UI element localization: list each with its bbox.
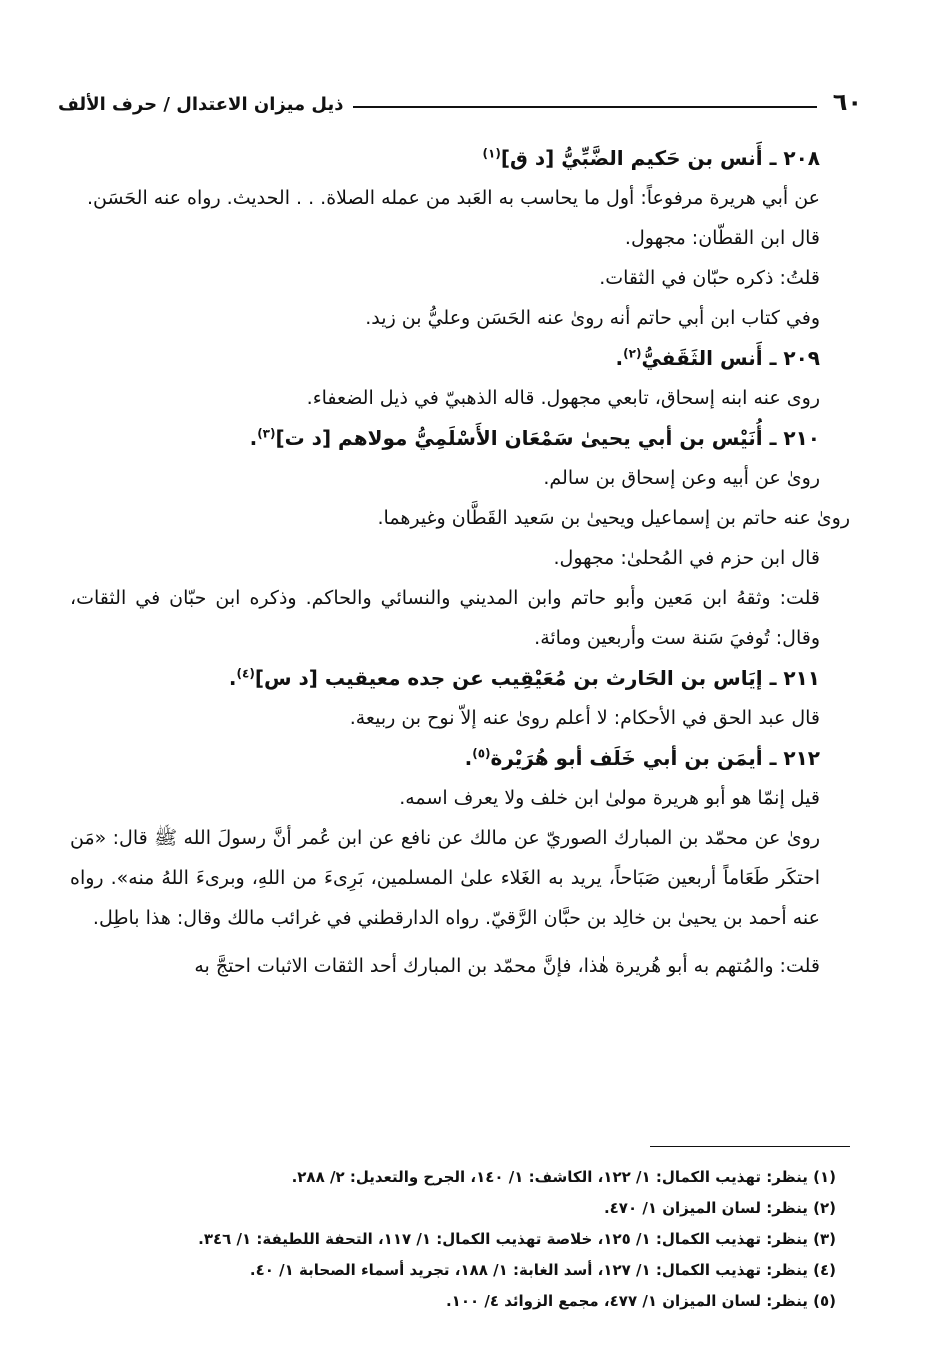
paragraph: قلت: والمُتهم به أبو هُريرة هٰذا، فإنَّ محمّد بن المبارك أحد الثقات الاثبات احتجَّ به [194,955,820,977]
entry-period: . [615,346,624,370]
page-number: ٦٠ [832,88,862,116]
entry-name: أَنس الثَقَفيُّ [641,346,763,370]
entry-period: . [228,666,237,690]
entry-heading [70,418,850,458]
entry-number: ٢٠٨ ـ [769,146,820,170]
paragraph: قال ابن القطّان: مجهول. [624,227,820,249]
paragraph: قيل إنمّا هو أبو هريرة مولىٰ ابن خلف ولا يعرف اسمه. [399,787,820,809]
entry-heading [70,738,850,778]
footnote-ref: (٤) [236,666,255,681]
footnote-ref: (٢) [623,346,642,361]
paragraph: روىٰ عن محمّد بن المبارك الصوريّ عن مالك عن نافع عن ابن عُمر أنَّ رسولَ الله ﷺ قال: «مَن احتكَر طَعَاماً أربعين صَبَاحاً، يريد به الغَلاء علىٰ المسلمين، بَرِىءَ من اللهِ، وبرىءَ اللهُ منه». رواه عنه أحمد بن يحيىٰ بن خالِد بن حبَّان الرَّقيّ. رواه الدارقطني في غرائب مالك وقال: هذا باطِل. [70,827,820,929]
paragraph: قال عبد الحق في الأحكام: لا أعلم روىٰ عنه إلاّ نوح بن ربيعة. [349,707,820,729]
footnote-ref: (١) [482,146,501,161]
paragraph: عن أبي هريرة مرفوعاً: أول ما يحاسب به العَبد من عمله الصلاة. . . الحديث. رواه عنه الحَسَن. [86,187,820,209]
footnote-item: (١) ينظر: تهذيب الكمال: ١/ ١٢٢، الكاشف: ١/ ١٤٠، الجرح والتعديل: ٢/ ٢٨٨. [291,1168,836,1186]
footnote-rule [650,1146,850,1147]
footnote-ref: (٣) [257,426,276,441]
paragraph: وفي كتاب ابن أبي حاتم أنه روىٰ عنه الحَسَن وعليُّ بن زيد. [365,307,820,329]
running-title: ذيل ميزان الاعتدال / حرف الألف [58,94,344,115]
entry-name: أُنَيْس بن أبي يحيىٰ سَمْعَان الأَسْلَمِيُّ مولاهم [د ت] [275,426,763,450]
footnote-ref: (٥) [472,746,491,761]
paragraph: روىٰ عن أبيه وعن إسحاق بن سالم. [543,467,820,489]
entry-number: ٢١٠ ـ [769,426,820,450]
paragraph: قال ابن حزم في المُحلىٰ: مجهول. [553,547,820,569]
entry-period: . [464,746,473,770]
paragraph: روى عنه ابنه إسحاق، تابعي مجهول. قاله الذهبيّ في ذيل الضعفاء. [306,387,820,409]
entry-period: . [249,426,258,450]
footnote-item: (٤) ينظر: تهذيب الكمال: ١/ ١٢٧، أسد الغابة: ١/ ١٨٨، تجريد أسماء الصحابة ١/ ٤٠. [249,1261,836,1279]
entry-number: ٢١٢ ـ [769,746,820,770]
spacer [70,938,850,946]
footnote-item: (٥) ينظر: لسان الميزان ١/ ٤٧٧، مجمع الزوائد ٤/ ١٠٠. [445,1292,836,1310]
entry-number: ٢٠٩ ـ [769,346,820,370]
entry-heading [70,138,850,178]
footnote-item: (٣) ينظر: تهذيب الكمال: ١/ ١٢٥، خلاصة تهذيب الكمال: ١/ ١١٧، التحفة اللطيفة: ١/ ٣٤٦. [198,1230,836,1248]
running-header [58,78,862,114]
header-rule [353,106,816,108]
paragraph: قلت: وثقهُ ابن مَعين وأبو حاتم وابن المديني والنسائي والحاكم. وذكره ابن حبّان في الثقات، وقال: تُوفيَ سَنة ست وأربعين ومائة. [70,587,820,649]
entry-number: ٢١١ ـ [769,666,820,690]
paragraph: روىٰ عنه حاتم بن إسماعيل ويحيىٰ بن سَعيد القَطَّان وغيرهما. [377,507,850,529]
paragraph: قلتُ: ذكره حبّان في الثقات. [599,267,820,289]
entry-heading [70,658,850,698]
entry-name: أَنس بن حَكيم الضَّبِّيُّ [د ق] [500,146,763,170]
entry-name: أيمَن بن أبي خَلَف أبو هُرَيْرة [490,746,763,770]
main-text [70,138,850,986]
footnote-item: (٢) ينظر: لسان الميزان ١/ ٤٧٠. [603,1199,836,1217]
entry-name: إيَاس بن الحَارث بن مُعَيْقِيب عن جده معيقيب [د س] [254,666,763,690]
entry-heading [70,338,850,378]
footnotes [70,1162,850,1317]
